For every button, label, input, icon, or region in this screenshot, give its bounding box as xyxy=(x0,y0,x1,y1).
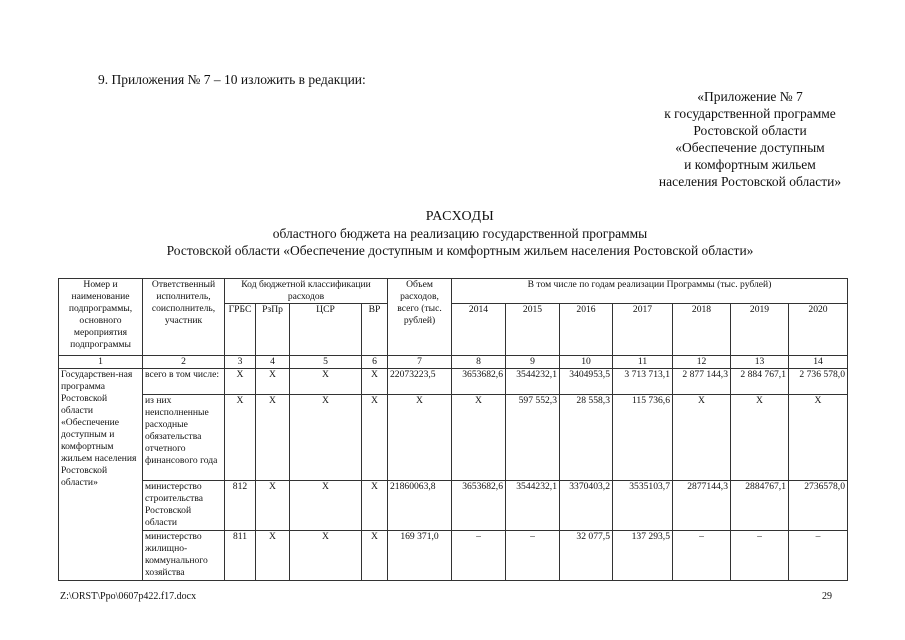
rzpr-cell: Х xyxy=(256,369,290,395)
csr-cell: Х xyxy=(290,369,362,395)
column-number: 1 xyxy=(59,356,143,369)
rzpr-cell: Х xyxy=(256,481,290,531)
header-year: 2014 xyxy=(452,304,506,356)
total-cell: 169 371,0 xyxy=(388,531,452,581)
executor-cell: министерство жилищно-коммунального хозяйства xyxy=(143,531,225,581)
grbs-cell: Х xyxy=(225,369,256,395)
year-value-cell: – xyxy=(731,531,789,581)
rzpr-cell: Х xyxy=(256,395,290,481)
executor-cell: из них неисполненные расходные обязательства отчетного финансового года xyxy=(143,395,225,481)
header-grbs: ГРБС xyxy=(225,304,256,356)
year-value-cell: – xyxy=(452,531,506,581)
footer-page-number: 29 xyxy=(822,591,832,602)
executor-cell: всего в том числе: xyxy=(143,369,225,395)
year-value-cell: Х xyxy=(789,395,848,481)
year-value-cell: 3 713 713,1 xyxy=(613,369,673,395)
header-subprogram: Номер и наименование подпрограммы, основного мероприятия подпрограммы xyxy=(59,279,143,356)
column-number: 11 xyxy=(613,356,673,369)
rzpr-cell: Х xyxy=(256,531,290,581)
column-number: 5 xyxy=(290,356,362,369)
vr-cell: Х xyxy=(362,481,388,531)
table-row xyxy=(59,481,848,531)
column-number: 4 xyxy=(256,356,290,369)
appendix-line: «Обеспечение доступным xyxy=(675,140,825,155)
expenses-table xyxy=(58,278,848,581)
table-row xyxy=(59,369,848,395)
header-year: 2019 xyxy=(731,304,789,356)
column-number: 9 xyxy=(506,356,560,369)
header-rzpr: РзПр xyxy=(256,304,290,356)
header-csr: ЦСР xyxy=(290,304,362,356)
year-value-cell: 3544232,1 xyxy=(506,481,560,531)
document-title: РАСХОДЫ xyxy=(425,209,495,224)
year-value-cell: – xyxy=(506,531,560,581)
header-year: 2017 xyxy=(613,304,673,356)
column-number: 6 xyxy=(362,356,388,369)
header-vr: ВР xyxy=(362,304,388,356)
year-value-cell: – xyxy=(673,531,731,581)
year-value-cell: 2 884 767,1 xyxy=(731,369,789,395)
year-value-cell: 2 736 578,0 xyxy=(789,369,848,395)
program-name-cell: Государствен-ная программа Ростовской области «Обеспечение доступным и комфортным жильем населения Ростовской области» xyxy=(59,369,143,581)
document-subtitle: Ростовской области «Обеспечение доступным и комфортным жильем населения Ростовской области» xyxy=(166,243,754,258)
executor-cell: министерство строительства Ростовской области xyxy=(143,481,225,531)
csr-cell: Х xyxy=(290,531,362,581)
vr-cell: Х xyxy=(362,395,388,481)
header-executor: Ответственный исполнитель, соисполнитель, участник xyxy=(143,279,225,356)
column-number: 14 xyxy=(789,356,848,369)
year-value-cell: 3653682,6 xyxy=(452,481,506,531)
year-value-cell: 597 552,3 xyxy=(506,395,560,481)
year-value-cell: – xyxy=(789,531,848,581)
column-number: 2 xyxy=(143,356,225,369)
year-value-cell: 32 077,5 xyxy=(560,531,613,581)
year-value-cell: Х xyxy=(673,395,731,481)
vr-cell: Х xyxy=(362,369,388,395)
vr-cell: Х xyxy=(362,531,388,581)
header-years: В том числе по годам реализации Программы (тыс. рублей) xyxy=(452,279,848,304)
column-number: 10 xyxy=(560,356,613,369)
column-number: 12 xyxy=(673,356,731,369)
table-row xyxy=(59,531,848,581)
document-subtitle: областного бюджета на реализацию государственной программы xyxy=(272,226,648,241)
document-title-block xyxy=(0,208,905,259)
csr-cell: Х xyxy=(290,481,362,531)
column-number: 8 xyxy=(452,356,506,369)
total-cell: 22073223,5 xyxy=(388,369,452,395)
footer-file-path: Z:\ORST\Ppo\0607p422.f17.docx xyxy=(60,591,197,602)
header-year: 2016 xyxy=(560,304,613,356)
year-value-cell: 115 736,6 xyxy=(613,395,673,481)
grbs-cell: Х xyxy=(225,395,256,481)
year-value-cell: 2884767,1 xyxy=(731,481,789,531)
column-number: 3 xyxy=(225,356,256,369)
header-volume: Объем расходов, всего (тыс. рублей) xyxy=(388,279,452,356)
year-value-cell: 2736578,0 xyxy=(789,481,848,531)
year-value-cell: 2877144,3 xyxy=(673,481,731,531)
total-cell: 21860063,8 xyxy=(388,481,452,531)
year-value-cell: Х xyxy=(452,395,506,481)
appendix-line: «Приложение № 7 xyxy=(697,89,803,104)
table-row xyxy=(59,395,848,481)
column-number: 13 xyxy=(731,356,789,369)
header-year: 2020 xyxy=(789,304,848,356)
grbs-cell: 812 xyxy=(225,481,256,531)
appendix-heading xyxy=(600,88,900,190)
appendix-line: и комфортным жильем xyxy=(684,157,816,172)
column-number: 7 xyxy=(388,356,452,369)
year-value-cell: 3404953,5 xyxy=(560,369,613,395)
year-value-cell: 2 877 144,3 xyxy=(673,369,731,395)
header-budget-code: Код бюджетной классификации расходов xyxy=(225,279,388,304)
intro-paragraph: 9. Приложения № 7 – 10 изложить в редакции: xyxy=(98,72,366,87)
year-value-cell: Х xyxy=(731,395,789,481)
csr-cell: Х xyxy=(290,395,362,481)
year-value-cell: 28 558,3 xyxy=(560,395,613,481)
appendix-line: Ростовской области xyxy=(693,123,807,138)
header-year: 2018 xyxy=(673,304,731,356)
appendix-line: населения Ростовской области» xyxy=(658,174,842,189)
appendix-line: к государственной программе xyxy=(664,106,836,121)
year-value-cell: 3370403,2 xyxy=(560,481,613,531)
column-number-row xyxy=(59,356,848,369)
grbs-cell: 811 xyxy=(225,531,256,581)
year-value-cell: 137 293,5 xyxy=(613,531,673,581)
header-year: 2015 xyxy=(506,304,560,356)
year-value-cell: 3535103,7 xyxy=(613,481,673,531)
year-value-cell: 3653682,6 xyxy=(452,369,506,395)
year-value-cell: 3544232,1 xyxy=(506,369,560,395)
total-cell: Х xyxy=(388,395,452,481)
